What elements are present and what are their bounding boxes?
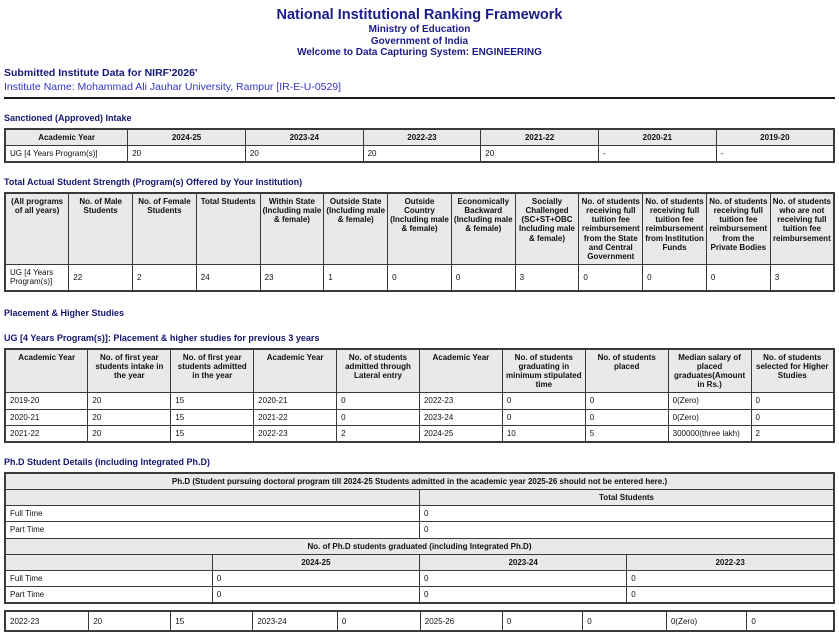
empty-header-cell [5, 554, 212, 570]
table-cell: 0 [747, 611, 834, 631]
table-cell: 20 [88, 409, 171, 425]
year-header-cell: 2023-24 [420, 554, 627, 570]
table-cell: 24 [196, 265, 260, 291]
table-cell: 0 [337, 409, 420, 425]
table-body [5, 145, 834, 162]
ministry-subtitle: Ministry of Education [0, 24, 839, 36]
column-header: Academic Year [5, 349, 88, 393]
table-cell: 2023-24 [419, 409, 502, 425]
table-cell: 2021-22 [254, 409, 337, 425]
table-cell: 22 [69, 265, 133, 291]
table-row [5, 145, 834, 162]
column-header: No. of students who are not receiving full tuition fee reimbursement [770, 193, 834, 265]
column-header: 2022-23 [363, 129, 481, 146]
year-header-cell: 2024-25 [212, 554, 419, 570]
placement-table [4, 348, 835, 443]
table-row [5, 425, 834, 442]
year-header-cell: 2022-23 [627, 554, 834, 570]
table-cell: 20 [128, 145, 246, 162]
table-body [5, 265, 834, 291]
table-cell: 0 [337, 611, 420, 631]
column-header: 2020-21 [599, 129, 717, 146]
column-header: 2024-25 [128, 129, 246, 146]
table-row [5, 506, 834, 522]
table-cell: 0 [643, 265, 707, 291]
table-row [5, 393, 834, 409]
column-header: No. of Male Students [69, 193, 133, 265]
table-cell: 2022-23 [254, 425, 337, 442]
table-cell: 20 [363, 145, 481, 162]
column-header: Socially Challenged (SC+ST+OBC Including male & female) [515, 193, 579, 265]
welcome-subtitle: Welcome to Data Capturing System: ENGINEERING [0, 47, 839, 59]
column-header: No. of first year students intake in the year [88, 349, 171, 393]
column-header: 2023-24 [245, 129, 363, 146]
column-header: No. of students admitted through Lateral entry [337, 349, 420, 393]
table-cell: 15 [171, 409, 254, 425]
total-students-header-cell: Total Students [420, 490, 835, 506]
table-row [5, 611, 834, 631]
table-cell: 0 [502, 409, 585, 425]
table-cell: 2 [751, 425, 834, 442]
table-cell: 0 [751, 409, 834, 425]
institute-name-line: Institute Name: Mohammad Ali Jauhar University, Rampur [IR-E-U-0529] [4, 81, 835, 99]
student-strength-heading: Total Actual Student Strength (Program(s) Offered by Your Institution) [4, 177, 835, 188]
table-cell: 10 [502, 425, 585, 442]
table-cell: 15 [171, 425, 254, 442]
phd-pursuing-header-cell: Ph.D (Student pursuing doctoral program till 2024-25 Students admitted in the academic year 2025-26 should not be entered here.) [5, 473, 834, 490]
table-cell: 20 [245, 145, 363, 162]
phd-grad-full-time-label: Full Time [5, 571, 212, 587]
table-cell: 0 [337, 393, 420, 409]
table-cell: 0(Zero) [668, 409, 751, 425]
table-cell: 15 [171, 393, 254, 409]
table-cell: 0 [420, 587, 627, 604]
table-cell: 15 [171, 611, 253, 631]
table-cell: 0 [212, 587, 419, 604]
phd-full-time-label: Full Time [5, 506, 420, 522]
table-body [5, 393, 834, 442]
table-cell: 0 [706, 265, 770, 291]
table-cell: 0 [627, 587, 834, 604]
table-cell: 2022-23 [5, 611, 89, 631]
table-cell: 2 [337, 425, 420, 442]
header-row [5, 349, 834, 393]
column-header: Outside Country (Including male & female) [388, 193, 452, 265]
table-body [5, 473, 834, 604]
column-header: No. of students placed [585, 349, 668, 393]
clipped-bottom-table [4, 610, 835, 632]
column-header: 2019-20 [716, 129, 834, 146]
table-cell: 20 [88, 425, 171, 442]
column-header: Outside State (Including male & female) [324, 193, 388, 265]
table-cell: 300000(three lakh) [668, 425, 751, 442]
table-cell: 2020-21 [254, 393, 337, 409]
column-header: Total Students [196, 193, 260, 265]
page-title: National Institutional Ranking Framework [0, 7, 839, 24]
table-cell: 2 [133, 265, 197, 291]
phd-details-heading: Ph.D Student Details (including Integrated Ph.D) [4, 457, 835, 468]
sanctioned-intake-heading: Sanctioned (Approved) Intake [4, 113, 835, 124]
table-cell: 0 [212, 571, 419, 587]
phd-table [4, 472, 835, 605]
table-cell: UG [4 Years Program(s)] [5, 265, 69, 291]
table-row [5, 587, 834, 604]
table-cell: 20 [88, 393, 171, 409]
phd-graduated-years-row [5, 554, 834, 570]
table-cell: 0 [388, 265, 452, 291]
column-header: No. of Female Students [133, 193, 197, 265]
table-cell: 0 [579, 265, 643, 291]
column-header: Academic Year [5, 129, 128, 146]
table-cell: - [716, 145, 834, 162]
table-cell: 0 [751, 393, 834, 409]
column-header: Academic Year [254, 349, 337, 393]
table-row [5, 571, 834, 587]
phd-full-time-value: 0 [420, 506, 835, 522]
phd-part-time-value: 0 [420, 522, 835, 538]
column-header: Academic Year [419, 349, 502, 393]
placement-subheading: UG [4 Years Program(s)]: Placement & higher studies for previous 3 years [4, 333, 835, 344]
sanctioned-intake-table [4, 128, 835, 163]
column-header: No. of first year students admitted in the year [171, 349, 254, 393]
column-header: Within State (Including male & female) [260, 193, 324, 265]
table-cell: 0 [585, 409, 668, 425]
table-cell: 2021-22 [5, 425, 88, 442]
column-header: Economically Backward (Including male & female) [451, 193, 515, 265]
table-row [5, 409, 834, 425]
column-header: 2021-22 [481, 129, 599, 146]
table-cell: 0 [502, 393, 585, 409]
table-cell: 0 [583, 611, 667, 631]
table-cell: 0 [451, 265, 515, 291]
table-cell: 0(Zero) [666, 611, 746, 631]
submitted-data-heading: Submitted Institute Data for NIRF'2026' [4, 67, 835, 79]
table-cell: 20 [481, 145, 599, 162]
table-cell: UG [4 Years Program(s)] [5, 145, 128, 162]
table-cell: 0 [420, 571, 627, 587]
phd-graduated-header-row [5, 538, 834, 554]
table-head [5, 129, 834, 146]
student-strength-table [4, 192, 835, 292]
table-cell: 20 [89, 611, 171, 631]
table-cell: 2020-21 [5, 409, 88, 425]
phd-total-students-row [5, 490, 834, 506]
table-cell: 1 [324, 265, 388, 291]
table-cell: 3 [515, 265, 579, 291]
page-header [0, 0, 839, 59]
table-cell: 0 [502, 611, 582, 631]
table-cell: 0 [585, 393, 668, 409]
table-cell: 3 [770, 265, 834, 291]
header-row [5, 193, 834, 265]
table-cell: 2023-24 [253, 611, 338, 631]
table-cell: 2022-23 [419, 393, 502, 409]
table-row [5, 522, 834, 538]
empty-header-cell [5, 490, 420, 506]
table-cell: 2025-26 [420, 611, 502, 631]
table-cell: 0(Zero) [668, 393, 751, 409]
column-header: (All programs of all years) [5, 193, 69, 265]
header-row [5, 129, 834, 146]
column-header: No. of students receiving full tuition fee reimbursement from Institution Funds [643, 193, 707, 265]
table-cell: - [599, 145, 717, 162]
table-cell: 0 [627, 571, 834, 587]
table-cell: 2019-20 [5, 393, 88, 409]
column-header: No. of students receiving full tuition fee reimbursement from the Private Bodies [706, 193, 770, 265]
government-subtitle: Government of India [0, 36, 839, 48]
table-cell: 5 [585, 425, 668, 442]
table-cell: 2024-25 [419, 425, 502, 442]
table-head [5, 193, 834, 265]
column-header: No. of students receiving full tuition fee reimbursement from the State and Central Government [579, 193, 643, 265]
table-cell: 23 [260, 265, 324, 291]
phd-grad-part-time-label: Part Time [5, 587, 212, 604]
phd-part-time-label: Part Time [5, 522, 420, 538]
column-header: No. of students selected for Higher Studies [751, 349, 834, 393]
page-content [0, 67, 839, 632]
table-head [5, 349, 834, 393]
column-header: No. of students graduating in minimum stipulated time [502, 349, 585, 393]
placement-section-heading: Placement & Higher Studies [4, 308, 835, 319]
phd-pursuing-header-row [5, 473, 834, 490]
table-row [5, 265, 834, 291]
phd-graduated-header-cell: No. of Ph.D students graduated (including Integrated Ph.D) [5, 538, 834, 554]
column-header: Median salary of placed graduates(Amount in Rs.) [668, 349, 751, 393]
table-body [5, 611, 834, 631]
